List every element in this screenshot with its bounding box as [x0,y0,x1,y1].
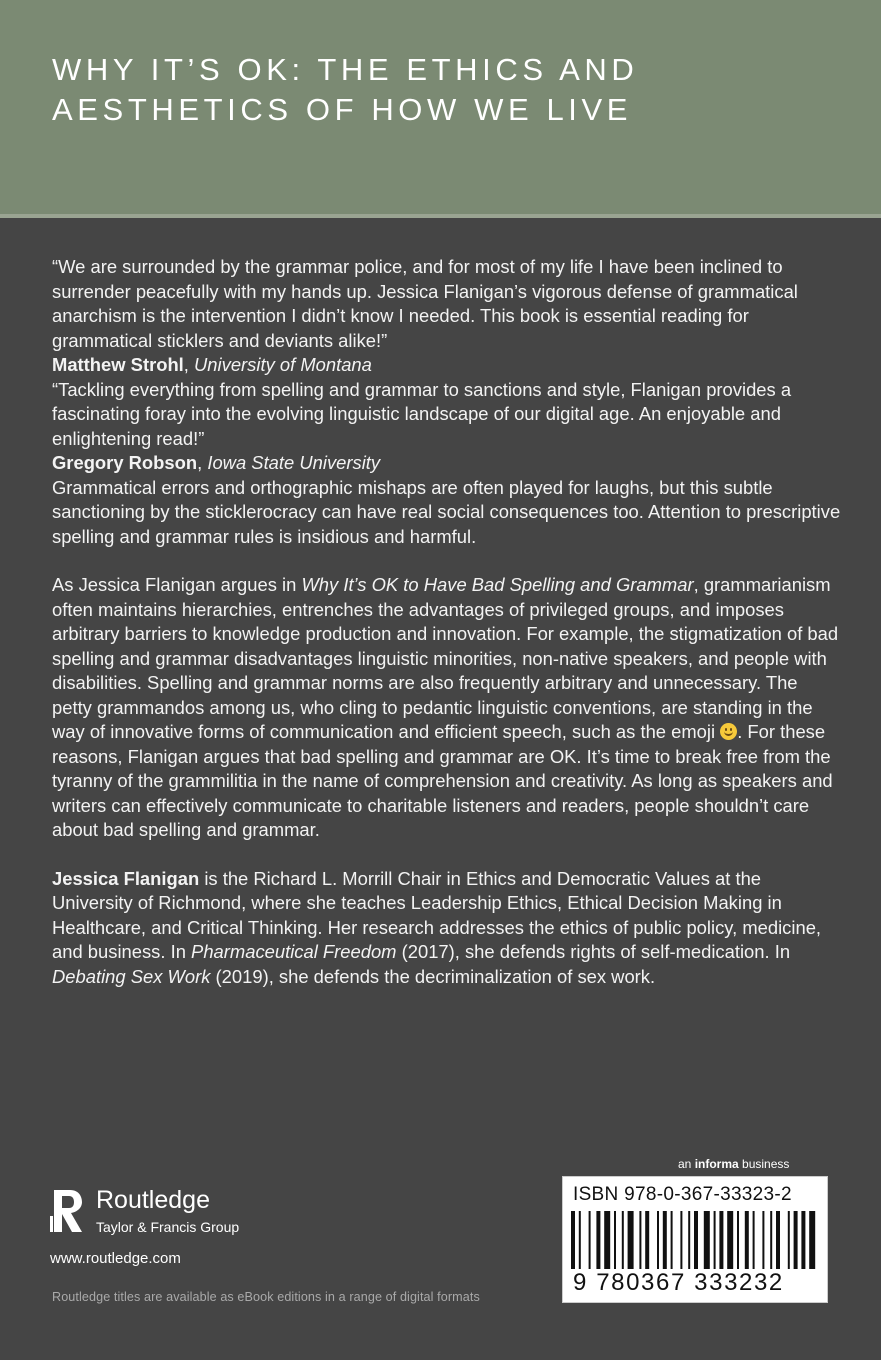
desc-text: . For these reasons, Flanigan argues that bad spelling and grammar are OK. It’s time to break free from the tyranny of the grammilitia in the name of comprehension and creativity. As long as speakers and writers can effectively communicate to charitable listeners and readers, people shouldn’t care about bad spelling and grammar. [52,721,833,840]
publisher-name: Routledge [96,1186,210,1214]
bio-text: (2017), she defends rights of self-medication. In [396,941,791,962]
bio-text: is the Richard L. Morrill Chair in Ethics and Democratic Values at the University of Richmond, where she teaches Leadership Ethics, Ethical Decision Making in Healthcare, and Critical Thinking. Her research addresses the ethics of public policy, medicine, and business. In [52,867,822,962]
barcode-bar [788,1211,790,1269]
blurb-affiliation: University of Montana [194,354,372,375]
author-name: Jessica Flanigan [52,867,200,889]
barcode-bar [589,1211,591,1269]
barcode [562,1176,828,1303]
series-title-line2: AESTHETICS OF HOW WE LIVE [52,92,633,127]
book-title: Why It’s OK to Have Bad Spelling and Grammar [301,574,694,595]
description-paragraph-1: Grammatical errors and orthographic mishaps are often played for laughs, but this subtle sanctioning by the sticklerocracy can have real social consequences too. Attention to prescriptive spelling and grammar rules is insidious and harmful. [52,476,841,547]
barcode-bar [688,1211,690,1269]
barcode-bar [680,1211,682,1269]
isbn-label: ISBN 978-0-367-33323-2 [573,1184,792,1205]
barcode-bar [622,1211,624,1269]
book-title-pharmaceutical: Pharmaceutical Freedom [191,941,397,962]
blurb-author: Gregory Robson [52,452,198,473]
header-divider [0,214,881,218]
barcode-bar [745,1211,749,1269]
barcode-bar [628,1211,634,1269]
barcode-bar [645,1211,649,1269]
informa-bold: informa [694,1157,739,1171]
barcode-bar [770,1211,772,1269]
informa-post: business [738,1157,790,1171]
ebook-note: Routledge titles are available as eBook editions in a range of digital formats [52,1290,480,1304]
barcode-bar [571,1211,575,1269]
blurb-quote: “We are surrounded by the grammar police, and for most of my life I have been inclined to surrender peacefully with my hands up. Jessica Flanigan’s vigorous defense of grammatical anarchism is the intervention I didn’t know I needed. This book is essential reading for grammatical sticklers and deviants alike!” [52,256,798,351]
blurb-author: Matthew Strohl [52,354,184,375]
barcode-bar [657,1211,659,1269]
barcode-bar [719,1211,723,1269]
barcode-bar [614,1211,616,1269]
description-paragraph-2 [52,573,842,843]
barcode-bar [776,1211,780,1269]
publisher-logo [50,1184,350,1244]
series-title-line1: WHY IT’S OK: THE ETHICS AND [52,52,639,87]
barcode-bar [639,1211,641,1269]
barcode-bars [571,1211,821,1269]
barcode-bar [737,1211,739,1269]
series-header [0,0,881,214]
barcode-bar [604,1211,610,1269]
desc-text: , grammarianism often maintains hierarchies, entrenches the advantages of privileged groups, and imposes arbitrary barriers to knowledge production and innovation. For example, the stigmatization of bad spelling and grammar disadvantages linguistic minorities, non-native speakers, and people with disabilities. Spelling and grammar norms are also frequently arbitrary and unnecessary. The petty grammandos among us, who cling to pedantic linguistic conventions, are standing in the way of innovative forms of communication and efficient speech, such as the emoji [52,574,839,742]
routledge-r-icon [50,1186,86,1236]
blurb-attribution: Gregory Robson, Iowa State University [52,452,381,473]
publisher-url[interactable]: www.routledge.com [50,1250,181,1267]
blurb-1 [52,255,842,378]
author-bio [52,867,842,990]
informa-pre: an [678,1157,695,1171]
barcode-bar [704,1211,710,1269]
bio-text: (2019), she defends the decriminalization of sex work. [210,965,656,987]
barcode-bar [579,1211,581,1269]
publisher-group: Taylor & Francis Group [96,1219,240,1235]
blurb-affiliation: Iowa State University [207,452,381,473]
back-cover-text [52,255,842,989]
barcode-bar [794,1211,798,1269]
book-title-debating: Debating Sex Work [52,965,211,987]
barcode-bar [727,1211,733,1269]
barcode-bar [671,1211,673,1269]
barcode-digits: 9 780367 333232 [573,1269,784,1296]
barcode-bar [694,1211,698,1269]
barcode-bar [809,1211,815,1269]
barcode-bar [753,1211,755,1269]
barcode-bar [663,1211,667,1269]
informa-tagline [678,1157,789,1171]
blurb-quote: “Tackling everything from spelling and grammar to sanctions and style, Flanigan provides a fascinating foray into the evolving linguistic landscape of our digital age. An enjoyable and enlightening read!” [52,378,792,449]
barcode-bar [714,1211,716,1269]
smiley-emoji-icon [720,723,737,740]
barcode-bar [596,1211,600,1269]
barcode-bar [801,1211,805,1269]
blurb-2 [52,378,842,476]
series-title [52,50,852,130]
desc-text: As Jessica Flanigan argues in [52,574,302,595]
blurb-attribution: Matthew Strohl, University of Montana [52,354,372,375]
barcode-bar [762,1211,764,1269]
